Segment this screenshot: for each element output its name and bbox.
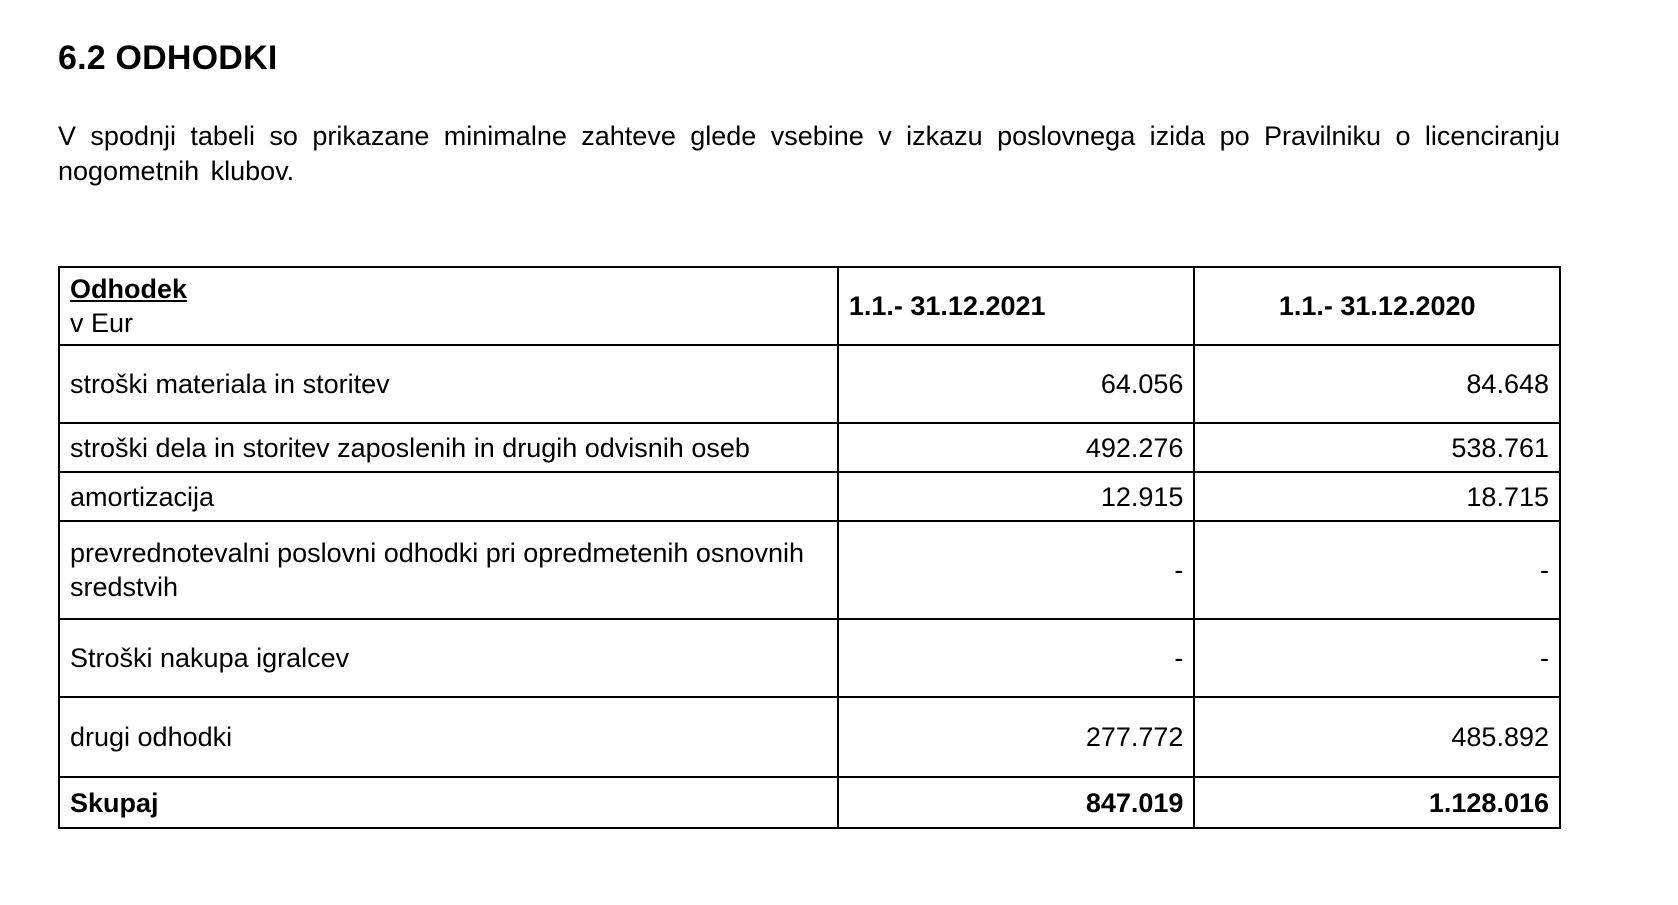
table-row xyxy=(59,472,1560,521)
row-value-2021: - xyxy=(838,619,1195,697)
expenses-table xyxy=(58,266,1561,829)
row-label: amortizacija xyxy=(59,472,838,521)
total-value-2021: 847.019 xyxy=(838,777,1195,828)
total-value-2020: 1.128.016 xyxy=(1194,777,1560,828)
row-value-2021: 12.915 xyxy=(838,472,1195,521)
header-unit: v Eur xyxy=(70,308,134,338)
header-label-cell xyxy=(59,267,838,345)
row-value-2021: - xyxy=(838,521,1195,619)
table-row xyxy=(59,423,1560,472)
header-period-2021: 1.1.- 31.12.2021 xyxy=(838,267,1195,345)
row-value-2020: 485.892 xyxy=(1194,697,1560,777)
section-heading: 6.2 ODHODKI xyxy=(58,39,278,77)
table-row xyxy=(59,697,1560,777)
row-value-2021: 277.772 xyxy=(838,697,1195,777)
intro-paragraph: V spodnji tabeli so prikazane minimalne zahteve glede vsebine v izkazu poslovnega izida po Pravilniku o licenciranju nogometnih klubov. xyxy=(58,121,1560,186)
row-label: stroški dela in storitev zaposlenih in drugih odvisnih oseb xyxy=(59,423,838,472)
row-value-2020: 18.715 xyxy=(1194,472,1560,521)
row-value-2020: - xyxy=(1194,521,1560,619)
row-label: stroški materiala in storitev xyxy=(59,345,838,423)
table-row xyxy=(59,619,1560,697)
document-page xyxy=(58,38,1678,818)
row-value-2020: - xyxy=(1194,619,1560,697)
row-value-2021: 492.276 xyxy=(838,423,1195,472)
total-label: Skupaj xyxy=(59,777,838,828)
table-row xyxy=(59,521,1560,619)
table-header-row xyxy=(59,267,1560,345)
row-label: Stroški nakupa igralcev xyxy=(59,619,838,697)
table-row xyxy=(59,345,1560,423)
row-value-2020: 538.761 xyxy=(1194,423,1560,472)
row-label: prevrednotevalni poslovni odhodki pri opredmetenih osnovnih sredstvih xyxy=(59,521,838,619)
header-period-2020: 1.1.- 31.12.2020 xyxy=(1194,267,1560,345)
table-total-row xyxy=(59,777,1560,828)
row-label: drugi odhodki xyxy=(59,697,838,777)
header-title: Odhodek xyxy=(70,274,188,304)
row-value-2020: 84.648 xyxy=(1194,345,1560,423)
row-value-2021: 64.056 xyxy=(838,345,1195,423)
